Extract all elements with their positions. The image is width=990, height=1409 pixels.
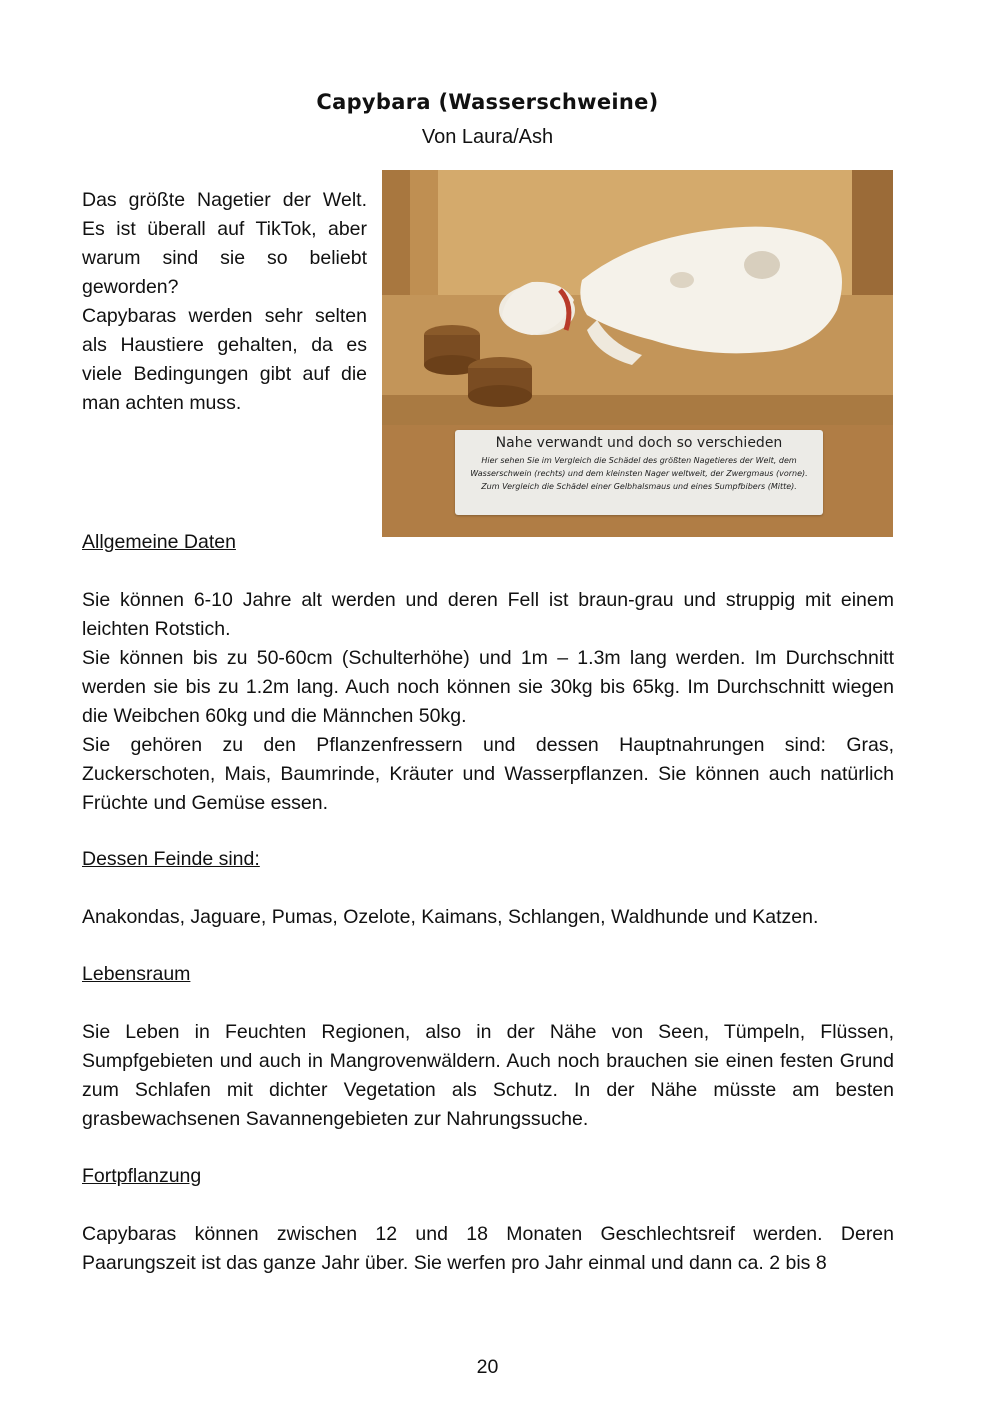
intro-paragraph: Capybaras werden sehr selten als Haustiere gehalten, da es viele Bedingungen gibt auf die man achten muss. [82, 305, 367, 414]
paragraph: Sie Leben in Feuchten Regionen, also in der Nähe von Seen, Tümpeln, Flüssen, Sumpfgebieten und auch in Mangrovenwäldern. Auch noch brauchen sie einen festen Grund zum Schlafen mit dichter Vegetation als Schutz. In der Nähe müsste am besten grasbewachsenen Savannengebieten zur Nahrungssuche. [82, 1021, 894, 1130]
intro-text [82, 186, 367, 418]
section-body [82, 586, 894, 818]
section-heading: Dessen Feinde sind: [82, 848, 260, 870]
sign-line: Zum Vergleich die Schädel einer Gelbhalsmaus und eines Sumpfbibers (Mitte). [481, 482, 797, 491]
section-lebensraum [82, 960, 894, 1134]
skull-photo [382, 170, 893, 537]
section-body [82, 903, 894, 932]
paragraph: Anakondas, Jaguare, Pumas, Ozelote, Kaimans, Schlangen, Waldhunde und Katzen. [82, 906, 819, 928]
section-heading: Allgemeine Daten [82, 531, 236, 553]
paragraph: Sie gehören zu den Pflanzenfressern und dessen Hauptnahrungen sind: Gras, Zuckerschoten, Mais, Baumrinde, Kräuter und Wasserpflanzen. Sie können auch natürlich Früchte und Gemüse essen. [82, 734, 894, 814]
intro-paragraph: Das größte Nagetier der Welt. Es ist überall auf TikTok, aber warum sind sie so beliebt geworden? [82, 189, 367, 298]
sign-line: Hier sehen Sie im Vergleich die Schädel des größten Nagetieres der Welt, dem [481, 456, 797, 465]
page-number: 20 [476, 1356, 499, 1378]
sign-title: Nahe verwandt und doch so verschieden [495, 435, 783, 451]
section-fortpflanzung [82, 1162, 894, 1278]
author-line: Von Laura/Ash [421, 126, 554, 148]
section-body [82, 1018, 894, 1134]
section-feinde [82, 845, 894, 932]
section-heading: Fortpflanzung [82, 1165, 202, 1187]
sign-line: Wasserschwein (rechts) und dem kleinsten Nager weltweit, der Zwergmaus (vorne). [470, 469, 808, 478]
paragraph: Sie können bis zu 50-60cm (Schulterhöhe) und 1m – 1.3m lang werden. Im Durchschnitt werden sie bis zu 1.2m lang. Auch noch können sie 30kg bis 65kg. Im Durchschnitt wiegen die Weibchen 60kg und die Männchen 50kg. [82, 647, 894, 727]
paragraph: Capybaras können zwischen 12 und 18 Monaten Geschlechtsreif werden. Deren Paarungszeit ist das ganze Jahr über. Sie werfen pro Jahr einmal und dann ca. 2 bis 8 [82, 1223, 894, 1274]
section-heading: Lebensraum [82, 963, 191, 985]
section-body [82, 1220, 894, 1278]
section-allgemeine-daten [82, 528, 894, 818]
page-title: Capybara (Wasserschweine) [316, 90, 659, 114]
paragraph: Sie können 6-10 Jahre alt werden und deren Fell ist braun-grau und struppig mit einem leichten Rotstich. [82, 589, 894, 640]
info-sign [455, 430, 823, 515]
